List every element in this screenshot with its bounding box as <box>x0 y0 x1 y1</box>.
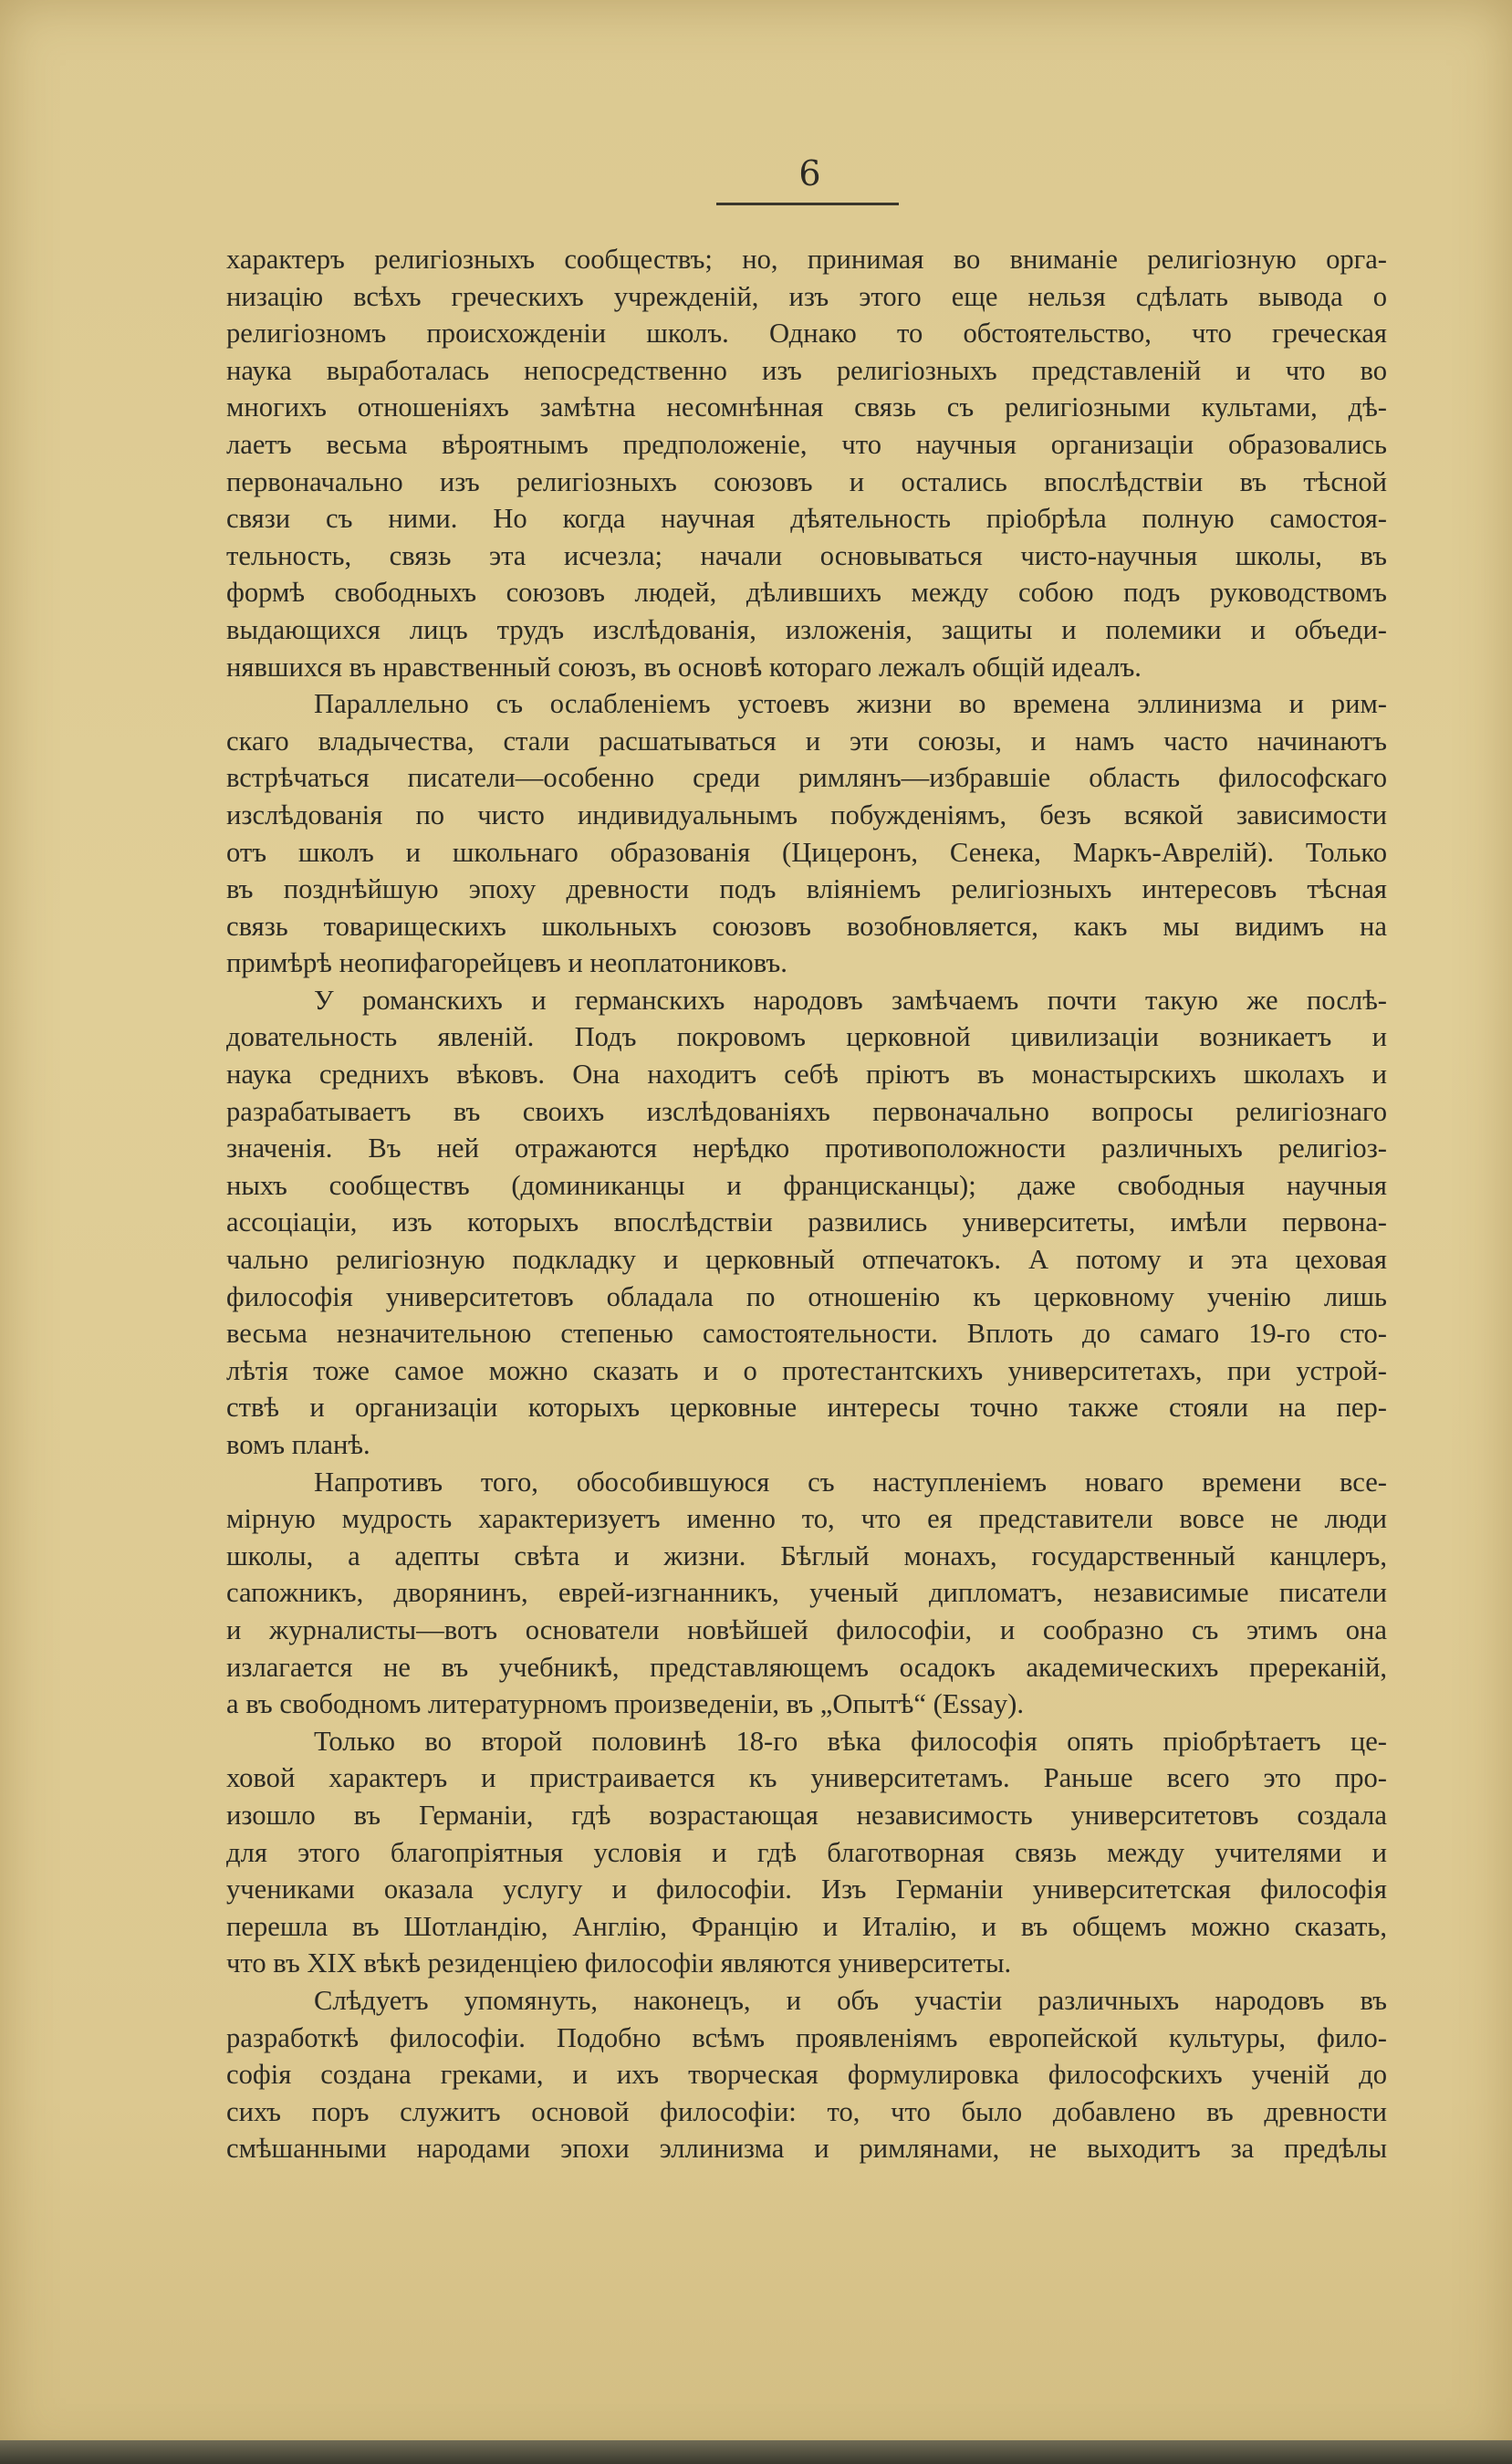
text-line: Слѣдуетъ упомянуть, наконецъ, и объ участіи различныхъ народовъ въ <box>314 1984 1387 2016</box>
paragraph <box>226 241 1387 685</box>
text-line: значенія. Въ ней отражаются нерѣдко противоположности различныхъ религіоз- <box>226 1133 1387 1164</box>
text-line: Напротивъ того, обособившуюся съ наступленіемъ новаго времени все- <box>314 1466 1387 1498</box>
text-line: наука среднихъ вѣковъ. Она находитъ себѣ пріютъ въ монастырскихъ школахъ и <box>226 1059 1387 1091</box>
text-line: ствѣ и организаціи которыхъ церковные интересы точно также стояли на пер- <box>226 1392 1387 1424</box>
text-line: софія создана греками, и ихъ творческая формулировка философскихъ ученій до <box>226 2059 1387 2091</box>
text-line: ховой характеръ и пристраивается къ университетамъ. Раньше всего это про- <box>226 1762 1387 1794</box>
text-line: формѣ свободныхъ союзовъ людей, дѣлившихъ между собою подъ руководствомъ <box>226 577 1387 609</box>
paragraph <box>226 982 1387 1464</box>
text-line: смѣшанными народами эпохи эллинизма и римлянами, не выходитъ за предѣлы <box>226 2133 1387 2165</box>
text-line: для этого благопріятныя условія и гдѣ благотворная связь между учителями и <box>226 1836 1387 1868</box>
text-line: У романскихъ и германскихъ народовъ замѣчаемъ почти такую же послѣ- <box>314 984 1387 1016</box>
text-line: выдающихся лицъ трудъ изслѣдованія, изложенія, защиты и полемики и объеди- <box>226 613 1387 645</box>
text-line: школы, а адепты свѣта и жизни. Бѣглый монахъ, государственный канцлеръ, <box>226 1540 1387 1571</box>
body-text <box>226 241 1387 2167</box>
text-line: религіозномъ происхожденіи школъ. Однако то обстоятельство, что греческая <box>226 318 1387 350</box>
text-line: тельность, связь эта исчезла; начали основываться чисто-научныя школы, въ <box>226 539 1387 571</box>
text-line: мірную мудрость характеризуетъ именно то, что ея представители вовсе не люди <box>226 1503 1387 1535</box>
text-line: низацію всѣхъ греческихъ учрежденій, изъ этого еще нельзя сдѣлать вывода о <box>226 280 1387 312</box>
text-line: разработкѣ философіи. Подобно всѣмъ проявленіямъ европейской культуры, фило- <box>226 2021 1387 2053</box>
text-line: философія университетовъ обладала по отношенію къ церковному ученію лишь <box>226 1280 1387 1312</box>
text-line: нявшихся въ нравственный союзъ, въ основѣ котораго лежалъ общій идеалъ. <box>226 651 1142 683</box>
text-line: наука выработалась непосредственно изъ религіозныхъ представленій и что во <box>226 354 1387 386</box>
page-number: 6 <box>798 153 821 193</box>
text-line: перешла въ Шотландію, Англію, Францію и Италію, и въ общемъ можно сказать, <box>226 1910 1387 1942</box>
text-line: лаетъ весьма вѣроятнымъ предположеніе, что научныя организаціи образовались <box>226 428 1387 460</box>
header-rule <box>716 203 899 205</box>
paragraph <box>226 1723 1387 1982</box>
text-line: излагается не въ учебникѣ, представляющемъ осадокъ академическихъ пререканій, <box>226 1651 1387 1683</box>
text-line: а въ свободномъ литературномъ произведеніи, въ „Опытѣ“ (Essay). <box>226 1688 1025 1720</box>
text-line: ассоціаціи, изъ которыхъ впослѣдствіи развились университеты, имѣли первона- <box>226 1206 1387 1238</box>
scan-bottom-edge <box>0 2440 1512 2464</box>
text-line: довательность явленій. Подъ покровомъ церковной цивилизаціи возникаетъ и <box>226 1021 1387 1053</box>
text-line: лѣтія тоже самое можно сказать и о протестантскихъ университетахъ, при устрой- <box>226 1354 1387 1386</box>
text-line: сихъ поръ служитъ основой философіи: то, что было добавлено въ древности <box>226 2095 1387 2127</box>
text-line: изслѣдованія по чисто индивидуальнымъ побужденіямъ, безъ всякой зависимости <box>226 799 1387 830</box>
text-line: весьма незначительною степенью самостоятельности. Вплоть до самаго 19-го сто- <box>226 1318 1387 1350</box>
text-line: что въ XIX вѣкѣ резиденціею философіи являются университеты. <box>226 1947 1012 1979</box>
text-line: характеръ религіозныхъ сообществъ; но, принимая во вниманіе религіозную орга- <box>226 244 1387 275</box>
text-line: сапожникъ, дворянинъ, еврей-изгнанникъ, ученый дипломатъ, независимые писатели <box>226 1577 1387 1609</box>
text-line: Параллельно съ ослабленіемъ устоевъ жизни во времена эллинизма и рим- <box>314 688 1387 720</box>
text-line: разрабатываетъ въ своихъ изслѣдованіяхъ первоначально вопросы религіознаго <box>226 1095 1387 1127</box>
text-line: и журналисты—вотъ основатели новѣйшей философіи, и сообразно съ этимъ она <box>226 1613 1387 1645</box>
text-line: связи съ ними. Но когда научная дѣятельность пріобрѣла полную самостоя- <box>226 503 1387 535</box>
text-line: чально религіозную подкладку и церковный отпечатокъ. А потому и эта цеховая <box>226 1244 1387 1276</box>
text-line: связь товарищескихъ школьныхъ союзовъ возобновляется, какъ мы видимъ на <box>226 910 1387 942</box>
paragraph <box>226 1982 1387 2167</box>
text-line: Только во второй половинѣ 18-го вѣка философія опять пріобрѣтаетъ це- <box>314 1725 1387 1757</box>
text-line: скаго владычества, стали расшатываться и эти союзы, и намъ часто начинаютъ <box>226 725 1387 757</box>
text-line: учениками оказала услугу и философіи. Изъ Германіи университетская философія <box>226 1874 1387 1905</box>
paragraph <box>226 685 1387 982</box>
text-line: ныхъ сообществъ (доминиканцы и францисканцы); даже свободныя научныя <box>226 1169 1387 1201</box>
text-line: многихъ отношеніяхъ замѣтна несомнѣнная связь съ религіозными культами, дѣ- <box>226 392 1387 423</box>
text-line: первоначально изъ религіозныхъ союзовъ и остались впослѣдствіи въ тѣсной <box>226 465 1387 497</box>
text-line: вомъ планѣ. <box>226 1429 370 1460</box>
text-line: встрѣчаться писатели—особенно среди римлянъ—избравшіе область философскаго <box>226 762 1387 794</box>
text-line: отъ школъ и школьнаго образованія (Цицеронъ, Сенека, Маркъ-Аврелій). Только <box>226 836 1387 868</box>
text-line: примѣрѣ неопифагорейцевъ и неоплатониковъ. <box>226 947 787 979</box>
paragraph <box>226 1464 1387 1723</box>
text-line: изошло въ Германіи, гдѣ возрастающая независимость университетовъ создала <box>226 1799 1387 1831</box>
text-line: въ позднѣйшую эпоху древности подъ вліяніемъ религіозныхъ интересовъ тѣсная <box>226 873 1387 905</box>
